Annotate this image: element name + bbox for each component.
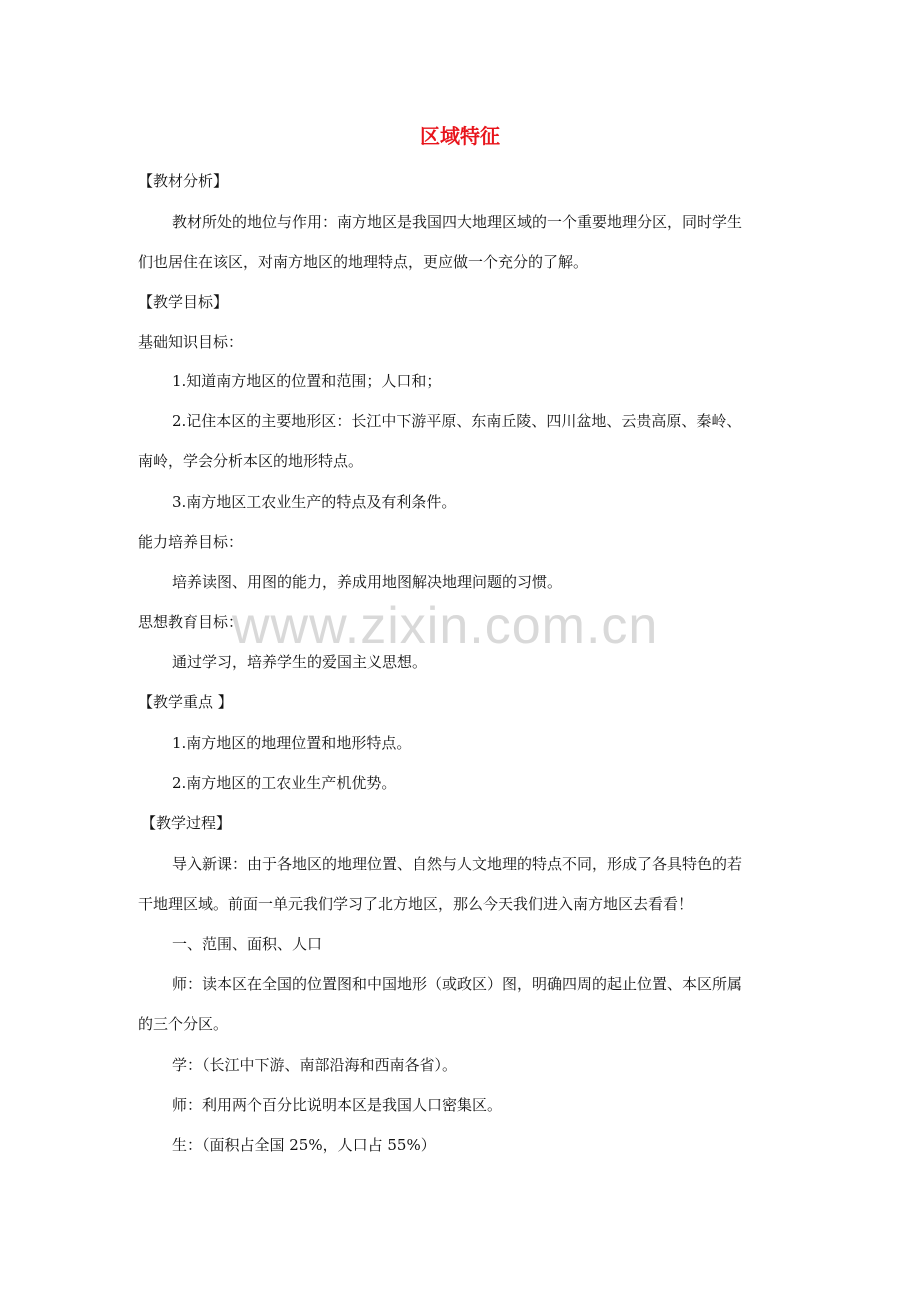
paragraph-line: 教材所处的地位与作用：南方地区是我国四大地理区域的一个重要地理分区，同时学生 xyxy=(172,213,743,231)
list-item: 2.记住本区的主要地形区：长江中下游平原、东南丘陵、四川盆地、云贵高原、秦岭、 xyxy=(172,412,742,430)
list-item: 3.南方地区工农业生产的特点及有利条件。 xyxy=(172,493,457,511)
document-title: 区域特征 xyxy=(420,124,500,148)
list-item: 1.南方地区的地理位置和地形特点。 xyxy=(172,734,412,752)
paragraph-line: 的三个分区。 xyxy=(138,1015,229,1033)
section-heading-key-points: 【教学重点 】 xyxy=(138,693,233,711)
section-heading-textbook-analysis: 【教材分析】 xyxy=(138,172,229,190)
paragraph-line: 导入新课：由于各地区的地理位置、自然与人文地理的特点不同，形成了各具特色的若 xyxy=(172,855,743,873)
paragraph-line: 师：读本区在全国的位置图和中国地形（或政区）图，明确四周的起止位置、本区所属 xyxy=(172,975,743,993)
subheading-ability: 能力培养目标： xyxy=(138,533,244,551)
paragraph-line: 通过学习，培养学生的爱国主义思想。 xyxy=(172,653,428,671)
paragraph-line: 干地理区域。前面一单元我们学习了北方地区，那么今天我们进入南方地区去看看！ xyxy=(138,895,694,913)
paragraph-line: 培养读图、用图的能力，养成用地图解决地理问题的习惯。 xyxy=(172,573,563,591)
paragraph-line: 学：（长江中下游、南部沿海和西南各省）。 xyxy=(172,1056,458,1074)
subsection-heading: 一、范围、面积、人口 xyxy=(172,935,323,953)
paragraph-line: 们也居住在该区，对南方地区的地理特点，更应做一个充分的了解。 xyxy=(138,253,589,271)
section-heading-teaching-process: 【教学过程】 xyxy=(141,814,232,832)
paragraph-line: 生：（面积占全国 25%，人口占 55%） xyxy=(172,1136,436,1154)
watermark: www.zixin.com.cn xyxy=(232,597,659,655)
list-item: 1.知道南方地区的位置和范围；人口和； xyxy=(172,372,442,390)
subheading-basic-knowledge: 基础知识目标： xyxy=(138,333,244,351)
list-item-continuation: 南岭，学会分析本区的地形特点。 xyxy=(138,452,364,470)
paragraph-line: 师：利用两个百分比说明本区是我国人口密集区。 xyxy=(172,1096,503,1114)
subheading-ideology: 思想教育目标： xyxy=(138,613,244,631)
section-heading-teaching-goals: 【教学目标】 xyxy=(138,293,229,311)
list-item: 2.南方地区的工农业生产机优势。 xyxy=(172,774,397,792)
